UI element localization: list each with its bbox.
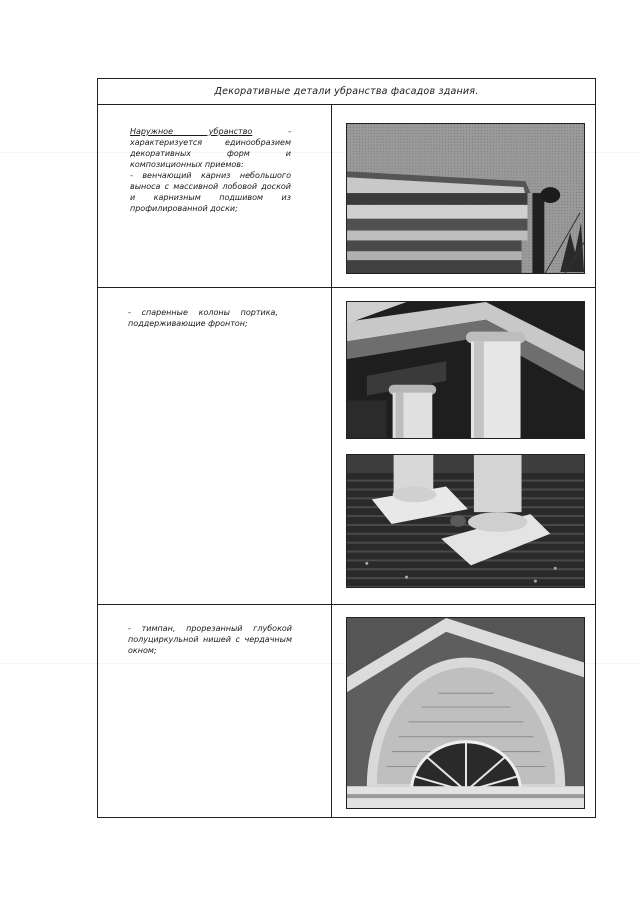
row-1-paragraph [130, 126, 291, 170]
row-1-lead: Наружное убранство [130, 127, 253, 136]
row-divider [98, 287, 595, 288]
tympanum-window-photo [346, 617, 585, 809]
document-title: Декоративные детали убранства фасадов здания. [98, 79, 595, 105]
row-1-rest: - характеризуется единообразием декоративных форм и композиционных приемов: [130, 127, 291, 169]
document-sheet [97, 78, 596, 818]
row-1-paragraph-2: - венчающий карниз небольшого выноса с массивной лобовой доской и карнизным подшивом из профилированной доски; [130, 171, 291, 213]
cornice-photo [346, 123, 585, 274]
columns-base-photo [346, 454, 585, 588]
row-2-text: - спаренные колоны портика, поддерживающие фронтон; [128, 308, 278, 328]
row-divider [98, 604, 595, 605]
row-1-text [130, 126, 291, 214]
columns-top-photo [346, 301, 585, 439]
column-divider [331, 105, 332, 817]
row-3-text: - тимпан, прорезанный глубокой полуциркульной нишей с чердачным окном; [128, 624, 292, 655]
